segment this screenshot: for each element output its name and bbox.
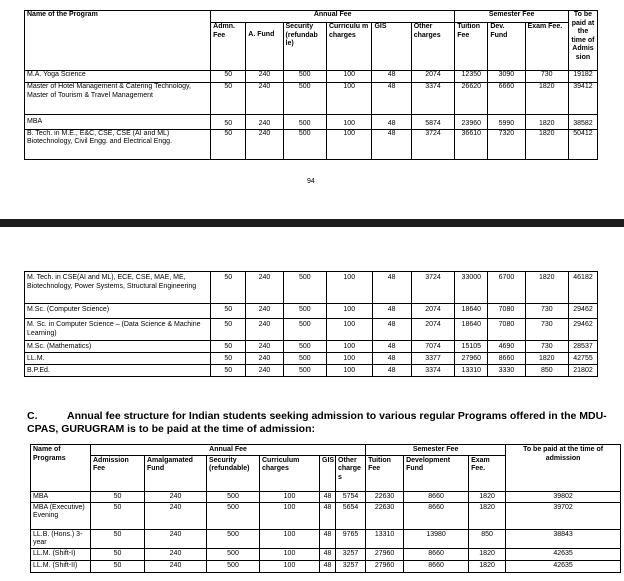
table-row [25,304,598,319]
header-security: Security (refundable) [207,455,260,491]
cell-gis: 48 [320,529,336,548]
header-program: Name of the Program [25,11,211,71]
cell-security: 500 [283,115,326,130]
cell-admn: 50 [211,365,246,377]
cell-afund: 240 [246,272,283,304]
header-curriculum: Curriculum charges [260,455,320,491]
table-row [31,548,621,560]
table-row [25,272,598,304]
cell-tuition: 27960 [455,353,488,365]
cell-afund: 240 [246,83,283,115]
cell-total: 42635 [506,560,621,572]
cell-exam: 1820 [469,548,506,560]
header-annual-fee: Annual Fee [211,11,455,23]
cell-dev: 7080 [488,304,525,319]
table-row [25,71,598,83]
cell-other: 7074 [411,341,454,353]
cell-admn: 50 [211,115,246,130]
cell-exam: 1820 [525,83,568,115]
cell-total: 39702 [506,502,621,529]
cell-total: 42635 [506,548,621,560]
table-row [25,341,598,353]
cell-total: 29462 [569,319,598,341]
header-tuition: Tuition Fee [455,23,488,71]
header-semester-fee: Semester Fee [366,445,506,456]
cell-security: 500 [207,502,260,529]
cell-dev: 8660 [404,491,469,502]
cell-tuition: 26620 [455,83,488,115]
cell-exam: 1820 [469,560,506,572]
cell-exam: 730 [525,71,568,83]
cell-tuition: 33000 [455,272,488,304]
header-gis: GIS [372,23,411,71]
header-security: Security (refundab le) [283,23,326,71]
cell-tuition: 23960 [455,115,488,130]
cell-afund: 240 [145,560,207,572]
cell-total: 39802 [506,491,621,502]
cell-gis: 48 [372,115,411,130]
cell-security: 500 [283,353,326,365]
cell-tuition: 22630 [366,491,404,502]
cell-exam: 1820 [469,491,506,502]
cell-tuition: 12350 [455,71,488,83]
cell-curriculum: 100 [260,491,320,502]
cell-total: 21802 [569,365,598,377]
cell-afund: 240 [246,71,283,83]
cell-gis: 48 [320,502,336,529]
cell-curriculum: 100 [326,129,372,159]
cell-afund: 240 [246,115,283,130]
cell-gis: 48 [372,341,411,353]
cell-curriculum: 100 [327,319,373,341]
header-admission-fee: Admission Fee [91,455,145,491]
cell-program: MBA [31,491,91,502]
cell-total: 29462 [569,304,598,319]
header-annual-fee: Annual Fee [91,445,366,456]
cell-exam: 850 [469,529,506,548]
cell-afund: 240 [246,365,283,377]
cell-gis: 48 [320,560,336,572]
cell-admn: 50 [211,83,246,115]
cell-admn: 50 [211,319,246,341]
cell-gis: 48 [372,272,411,304]
cell-total: 50412 [568,129,597,159]
cell-other: 2074 [411,304,454,319]
cell-gis: 48 [372,365,411,377]
cell-admn: 50 [91,560,145,572]
cell-exam: 1820 [525,115,568,130]
cell-other: 3724 [411,129,455,159]
cell-afund: 240 [145,548,207,560]
cell-other: 3257 [336,548,366,560]
header-exam-fee: Exam Fee. [525,23,568,71]
cell-admn: 50 [211,129,246,159]
cell-exam: 730 [525,341,568,353]
cell-dev: 7080 [488,319,525,341]
cell-dev: 8660 [488,353,525,365]
cell-other: 3377 [411,353,454,365]
fee-table-page-94 [24,10,598,160]
cell-other: 5874 [411,115,455,130]
cell-other: 3374 [411,83,455,115]
cell-curriculum: 100 [326,115,372,130]
cell-other: 2074 [411,319,454,341]
cell-security: 500 [207,548,260,560]
cell-dev: 7320 [488,129,525,159]
header-exam-fee: Exam Fee. [469,455,506,491]
header-amalgamated-fund: Amalgamated Fund [145,455,207,491]
cell-afund: 240 [246,341,283,353]
cell-other: 2074 [411,71,455,83]
cell-security: 500 [283,365,326,377]
cell-exam: 730 [525,319,568,341]
cell-program: LL.M. [25,353,211,365]
cell-other: 9765 [336,529,366,548]
page-number: 94 [307,178,315,185]
cell-program: M.Sc. (Mathematics) [25,341,211,353]
cell-total: 38582 [568,115,597,130]
cell-program: MBA (Executive) Evening [31,502,91,529]
cell-dev: 3090 [488,71,525,83]
cell-admn: 50 [211,272,246,304]
header-gis: GIS [320,455,336,491]
cell-total: 28537 [569,341,598,353]
cell-curriculum: 100 [327,353,373,365]
cell-afund: 240 [246,353,283,365]
cell-admn: 50 [91,491,145,502]
cell-admn: 50 [211,71,246,83]
cell-afund: 240 [145,491,207,502]
header-admn-fee: Admn. Fee [211,23,246,71]
header-a-fund: A. Fund [246,23,283,71]
cell-afund: 240 [145,529,207,548]
cell-gis: 48 [320,491,336,502]
cell-curriculum: 100 [260,529,320,548]
cell-admn: 50 [211,341,246,353]
cell-program: LL.B. (Hons.) 3-year [31,529,91,548]
table-row [25,353,598,365]
cell-program: MBA [25,115,211,130]
cell-other: 3257 [336,560,366,572]
header-development-fund: Development Fund [404,455,469,491]
table-row [31,529,621,548]
cell-program: Master of Hotel Management & Catering Technology, Master of Tourism & Travel Management [25,83,211,115]
cell-security: 500 [283,71,326,83]
cell-gis: 48 [372,353,411,365]
cell-security: 500 [283,83,326,115]
fee-table-mdu-cpas [30,444,621,573]
cell-exam: 1820 [525,353,568,365]
cell-tuition: 18640 [455,304,488,319]
cell-other: 3724 [411,272,454,304]
cell-security: 500 [207,491,260,502]
table-row [31,502,621,529]
header-semester-fee: Semester Fee [455,11,569,23]
cell-total: 42755 [569,353,598,365]
cell-gis: 48 [320,548,336,560]
cell-exam: 1820 [525,129,568,159]
cell-tuition: 13310 [366,529,404,548]
cell-security: 500 [283,341,326,353]
table-row [31,560,621,572]
header-other: Other charge s [336,455,366,491]
cell-program: LL.M. (Shift-II) [31,560,91,572]
cell-total: 19182 [568,71,597,83]
table-row [31,491,621,502]
cell-afund: 240 [246,129,283,159]
cell-admn: 50 [211,304,246,319]
cell-curriculum: 100 [260,560,320,572]
cell-exam: 730 [525,304,568,319]
cell-other: 3374 [411,365,454,377]
cell-other: 5654 [336,502,366,529]
cell-program: M. Sc. in Computer Science – (Data Science & Machine Learning) [25,319,211,341]
cell-afund: 240 [145,502,207,529]
table-row [25,115,598,130]
table-row [25,365,598,377]
cell-curriculum: 100 [327,365,373,377]
cell-total: 46182 [569,272,598,304]
cell-program: B. Tech. in M.E., E&C, CSE, CSE (AI and ML) Biotechnology, Civil Engg. and Electrical Engg. [25,129,211,159]
cell-afund: 240 [246,304,283,319]
cell-curriculum: 100 [260,502,320,529]
header-to-be-paid: To be paid at the time of Admis sion [568,11,597,71]
table-row [25,83,598,115]
cell-total: 39412 [568,83,597,115]
cell-gis: 48 [372,129,411,159]
cell-security: 500 [207,560,260,572]
cell-security: 500 [207,529,260,548]
cell-gis: 48 [372,71,411,83]
cell-gis: 48 [372,304,411,319]
cell-tuition: 13310 [455,365,488,377]
cell-program: LL.M. (Shift-I) [31,548,91,560]
cell-program: M. Tech. in CSE(AI and ML), ECE, CSE, MAE, ME, Biotechnology, Power Systems, Structural Engineering [25,272,211,304]
cell-program: M.Sc. (Computer Science) [25,304,211,319]
cell-dev: 3330 [488,365,525,377]
cell-curriculum: 100 [260,548,320,560]
cell-tuition: 22630 [366,502,404,529]
cell-tuition: 36610 [455,129,488,159]
cell-exam: 850 [525,365,568,377]
cell-dev: 4690 [488,341,525,353]
cell-admn: 50 [211,353,246,365]
cell-curriculum: 100 [327,304,373,319]
cell-total: 38843 [506,529,621,548]
header-dev-fund: Dev. Fund [488,23,525,71]
cell-security: 500 [283,319,326,341]
cell-tuition: 27960 [366,548,404,560]
cell-admn: 50 [91,502,145,529]
cell-afund: 240 [246,319,283,341]
cell-admn: 50 [91,548,145,560]
cell-other: 5754 [336,491,366,502]
cell-exam: 1820 [525,272,568,304]
cell-tuition: 27960 [366,560,404,572]
cell-security: 500 [283,272,326,304]
cell-program: B.P.Ed. [25,365,211,377]
header-program: Name of Programs [31,445,91,492]
section-letter: C. [27,410,38,422]
header-tuition: Tuition Fee [366,455,404,491]
cell-dev: 13980 [404,529,469,548]
cell-dev: 6700 [488,272,525,304]
cell-dev: 8660 [404,560,469,572]
cell-curriculum: 100 [327,341,373,353]
cell-gis: 48 [372,83,411,115]
fee-table-continued [24,271,598,377]
cell-dev: 8660 [404,502,469,529]
table-row [25,319,598,341]
header-to-be-paid: To be paid at the time of admission [506,445,621,492]
header-curriculum: Curriculu m charges [326,23,372,71]
header-other: Other charges [411,23,455,71]
section-title: Annual fee structure for Indian students seeking admission to various regular Programs offered in the MDU-CPAS, GURUGRAM is to be paid at the time of admission: [27,410,607,435]
cell-security: 500 [283,304,326,319]
cell-program: M.A. Yoga Science [25,71,211,83]
page-break-divider [0,219,624,227]
cell-curriculum: 100 [327,272,373,304]
cell-gis: 48 [372,319,411,341]
cell-dev: 6660 [488,83,525,115]
cell-tuition: 18640 [455,319,488,341]
cell-curriculum: 100 [326,83,372,115]
cell-exam: 1820 [469,502,506,529]
cell-tuition: 15105 [455,341,488,353]
section-c-heading [27,410,617,436]
cell-curriculum: 100 [326,71,372,83]
cell-admn: 50 [91,529,145,548]
cell-dev: 5990 [488,115,525,130]
cell-security: 500 [283,129,326,159]
cell-dev: 8660 [404,548,469,560]
table-row [25,129,598,159]
